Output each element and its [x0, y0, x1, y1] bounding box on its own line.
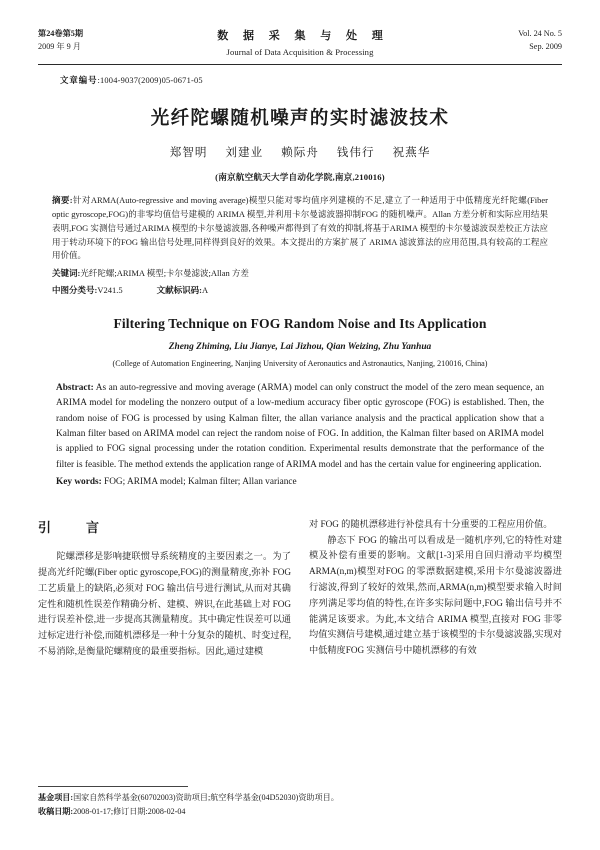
issue-date-cn: 2009 年 9 月: [38, 41, 81, 51]
footnote-divider: [38, 786, 188, 787]
keywords-label-cn: 关键词:: [52, 268, 81, 279]
classification-line: [52, 284, 548, 298]
document-code-value: A: [201, 284, 209, 295]
author-cn: 刘建业: [225, 146, 264, 160]
keywords-cn: [52, 267, 548, 281]
journal-title-en: Journal of Data Acquisition & Processing: [226, 47, 374, 58]
running-head-right: [442, 28, 562, 53]
paragraph: 对 FOG 的随机漂移进行补偿具有十分重要的工程应用价值。: [309, 518, 553, 529]
clc-label: 中图分类号:: [52, 284, 98, 295]
abstract-text-en: As an auto-regressive and moving average (ARMA) model can only construct the model of the zero mean sequence, an ARIMA model for modeling the nonzero output of a low-medium accuracy fiber optic gyroscope (FOG) is established. Then, the random noise of FOG is processed by using Kalman filter, the allan variance analysis and the practical application show that a Kalman filter based on ARIMA model can reject the random noise of FOG. In addition, the Kalman filter based on ARIMA model is applied to FOG signal processing under the rotation condition. Experimental results demonstrate that the performance of the filter is feasible. The method extends the application range of ARIMA model and has the certain value for engineering application.: [56, 382, 544, 470]
affiliation-cn: (南京航空航天大学自动化学院,南京,210016): [215, 172, 385, 183]
abstract-text-cn: 针对ARMA(Auto-regressive and moving average)模型只能对零均值序列建模的不足,建立了一种适用于中低精度光纤陀螺(Fiber optic gyroscope,FOG)的非零均值信号建模的 ARIMA 模型,并利用卡尔曼滤波器抑制FOG 的随机噪声。Allan 方差分析和实际应用结果表明,FOG 实测信号通过ARIMA 模型的卡尔曼滤波器,各种噪声都得到了有效的抑制,将基于ARIMA 模型的卡尔曼滤波误差校正方法应用于转动环境下的FOG 输出信号处理,同样得到良好的效果。本文提出的方案扩展了 ARIMA 滤波算法的应用范围,具有较高的工程应用价值。: [52, 195, 548, 261]
article-number-value: :1004-9037(2009)05-0671-05: [97, 76, 203, 86]
page-title-en: Filtering Technique on FOG Random Noise and Its Application: [113, 315, 487, 331]
running-head-center: [158, 28, 442, 59]
author-cn: 郑智明: [169, 146, 208, 160]
running-head: [38, 28, 562, 59]
author-cn: 赖际舟: [281, 146, 319, 160]
paragraph: 陀螺漂移是影响捷联惯导系统精度的主要因素之一。为了提高光纤陀螺(Fiber optic gyroscope,FOG)的测量精度,弥补 FOG 工艺质量上的缺陷,必须对 FOG 输出信号进行测试,从而对其确定性和随机性误差作精确分析、建模、辨识,在此基础上对 FOG 进行误差补偿,进一步提高其测量精度。其中确定性误差可以通过标定进行补偿,而随机漂移是一种十分复杂的随机、时变过程,不易消除,是衡量陀螺精度的最重要指标。因此,通过建模: [38, 551, 291, 656]
body-column-right: [309, 517, 562, 660]
header-divider: [38, 64, 562, 65]
keywords-text-en: FOG; ARIMA model; Kalman filter; Allan variance: [101, 477, 297, 488]
abstract-cn: [52, 194, 548, 263]
abstract-label-cn: 摘要:: [52, 195, 73, 206]
footnote-block: [38, 786, 562, 820]
received-date-note: [38, 806, 562, 818]
volume-issue: 第24卷第5期: [38, 29, 84, 38]
affiliation-en: (College of Automation Engineering, Nanjing University of Aeronautics and Astronautics, Nanjing, 210016, China): [112, 358, 488, 368]
funding-note: [38, 792, 562, 804]
running-head-left: [38, 28, 158, 53]
section-heading-introduction: 引 言: [38, 519, 111, 535]
article-number-label: 文章编号: [60, 76, 98, 86]
funding-label: 基金项目:: [38, 792, 74, 802]
issue-date-en: Sep. 2009: [529, 41, 562, 51]
journal-title-cn: 数 据 采 集 与 处 理: [217, 30, 389, 42]
body-column-left: [38, 517, 291, 660]
keywords-en: [56, 475, 544, 490]
authors-en: Zheng Zhiming, Liu Jianye, Lai Jizhou, Qian Weizing, Zhu Yanhua: [168, 341, 432, 352]
author-cn: 祝燕华: [392, 146, 431, 160]
body-columns: [38, 517, 562, 660]
authors-cn: [38, 144, 562, 160]
funding-text: 国家自然科学基金(60702003)资助项目;航空科学基金(04D52030)资助项目。: [73, 792, 339, 802]
received-date-text: 2008-01-17;修订日期:2008-02-04: [73, 806, 186, 816]
volume-number-en: Vol. 24 No. 5: [518, 29, 562, 38]
article-number: [38, 74, 562, 86]
page-title-cn: 光纤陀螺随机噪声的实时滤波技术: [150, 109, 450, 130]
author-cn: 钱伟行: [336, 146, 375, 160]
paragraph: 静态下 FOG 的输出可以看成是一随机序列,它的特性对建模及补偿有重要的影响。文献[1-3]采用自回归滑动平均模型 ARMA(n,m)模型对FOG 的零漂数据建模,采用卡尔曼滤波器进行滤波,得到了较好的效果,然而,ARMA(n,m)模型要求输入时间序列满足零均值的特性,在许多实际问题中,FOG 输出信号并不能满足该要求。为此,本文结合 ARIMA 模型,直接对 FOG 非零均值实测信号建模,通过建立基于该模型的卡尔曼滤波器,实现对中低精度FOG 实测信号中随机漂移的有效: [309, 534, 562, 656]
keywords-text-cn: 光纤陀螺;ARIMA 模型;卡尔曼滤波;Allan 方差: [80, 268, 249, 279]
document-code-label: 文献标识码:: [156, 284, 202, 295]
received-date-label: 收稿日期:: [38, 806, 74, 816]
abstract-label-en: Abstract:: [56, 382, 94, 393]
clc-value: V241.5: [97, 284, 123, 295]
keywords-label-en: Key words:: [56, 477, 102, 488]
abstract-en: [56, 381, 544, 474]
